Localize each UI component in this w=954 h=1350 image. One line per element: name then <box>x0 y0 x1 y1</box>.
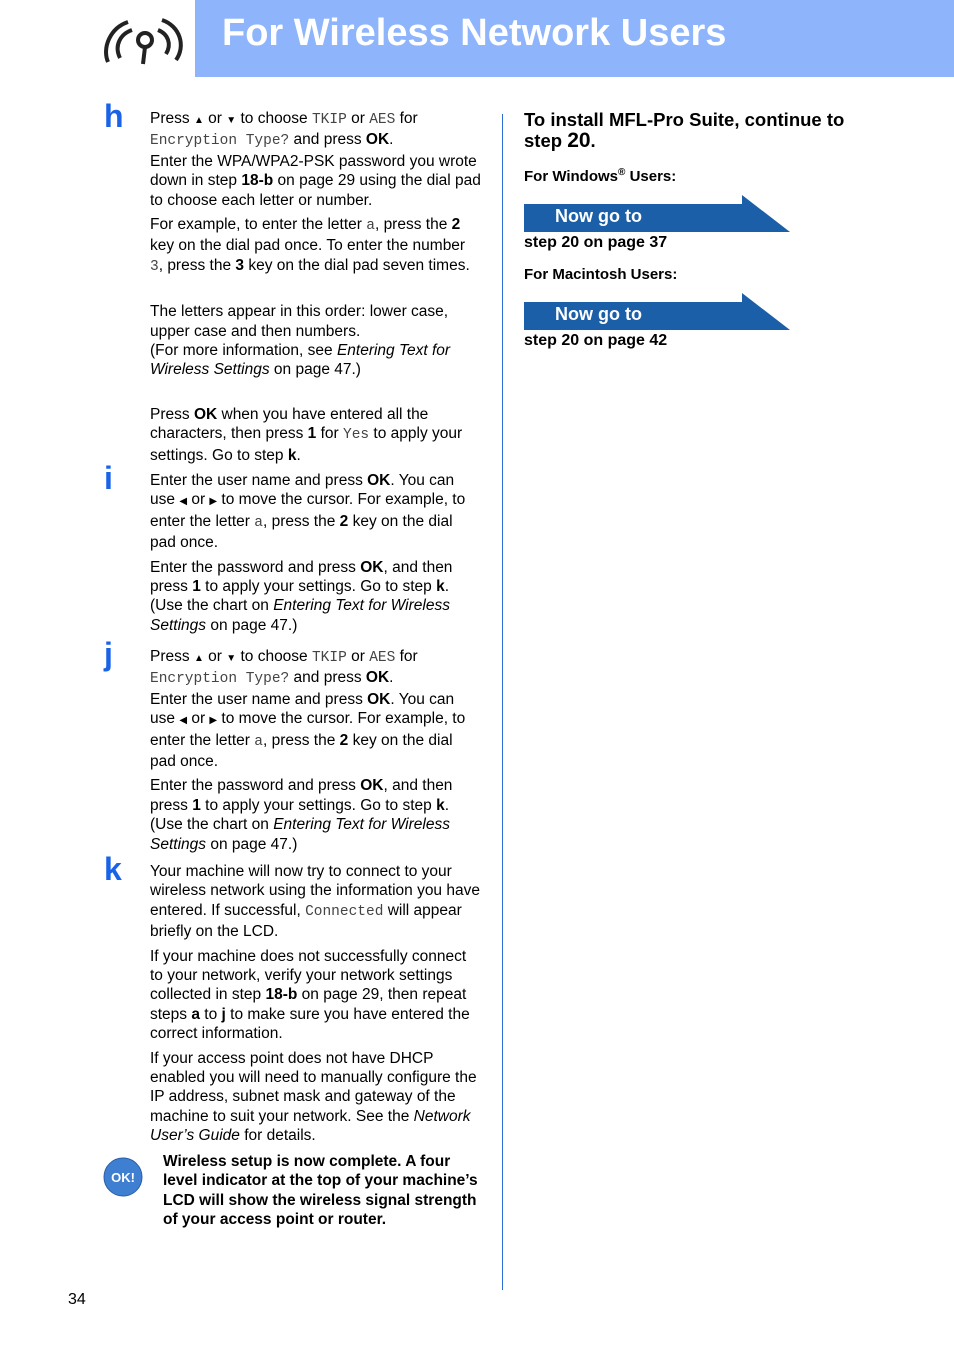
goto-label: Now go to <box>555 206 642 226</box>
page-title: For Wireless Network Users <box>222 12 727 54</box>
text: for <box>316 425 343 443</box>
text: For example, to enter the letter <box>150 216 367 234</box>
text: The letters appear in this order: lower case, upper case and then numbers. <box>150 303 449 340</box>
step-h-paragraph-1 <box>150 109 482 210</box>
text: , press the <box>158 256 236 274</box>
text: . You can use <box>150 690 455 728</box>
ok-key: OK <box>360 777 384 795</box>
ok-key: OK <box>365 669 390 687</box>
text: , and then press <box>150 558 453 596</box>
letter-a: a <box>366 218 375 235</box>
text: on page 47.) <box>206 616 298 634</box>
step-k-ref: k <box>287 446 297 464</box>
step-h-content <box>150 109 482 470</box>
install-heading <box>524 109 884 151</box>
step-j-paragraph-2 <box>150 776 482 854</box>
text: To install MFL-Pro Suite, continue to step <box>524 109 845 151</box>
text: to choose <box>236 648 312 665</box>
text: . <box>296 446 301 464</box>
tkip-option: TKIP <box>311 112 347 128</box>
ok-key: OK <box>193 405 218 423</box>
text: or <box>346 110 370 127</box>
step-letter-j: j <box>104 636 113 672</box>
yes-option: Yes <box>343 427 370 444</box>
text: or <box>346 648 370 665</box>
text: to move the cursor. For example, to enter the letter <box>150 491 466 530</box>
text: to <box>199 1005 222 1023</box>
connected-status: Connected <box>305 903 384 920</box>
text: . <box>389 131 394 149</box>
reference-link: Network User’s Guide <box>150 1107 471 1145</box>
left-arrow-icon: ◀ <box>179 715 188 727</box>
text: Press <box>150 405 194 423</box>
key-3: 3 <box>235 256 245 274</box>
text: , and then press <box>150 777 453 814</box>
mac-step-link: step 20 on page 42 <box>524 332 668 349</box>
text: Users: <box>625 168 677 185</box>
text: key on the dial pad once. <box>150 731 453 771</box>
text: . <box>389 669 394 687</box>
step-k-paragraph-1 <box>150 862 482 942</box>
text: key on the dial pad once. To enter the number <box>150 237 466 255</box>
step-k-ref: k <box>436 796 445 814</box>
text: for details. <box>239 1127 316 1145</box>
text: to apply your settings. Go to step <box>200 796 437 814</box>
mac-goto-banner <box>524 293 790 330</box>
text: , press the <box>262 512 340 530</box>
step-a-ref: a <box>191 1005 200 1023</box>
text: , press the <box>374 216 452 234</box>
key-1: 1 <box>192 578 201 596</box>
text: (For more information, see <box>150 342 337 360</box>
text: or <box>203 648 227 665</box>
text: If your access point does not have DHCP enabled you will need to manually configure the IP address, subnet mask and gateway of the machine to suit your network. See the <box>150 1049 477 1125</box>
text: key on the dial pad once. <box>150 512 453 552</box>
number-3: 3 <box>150 258 159 275</box>
key-2: 2 <box>339 731 349 749</box>
up-arrow-icon: ▲ <box>193 653 204 664</box>
step-i-paragraph-1 <box>150 471 482 553</box>
down-arrow-icon: ▼ <box>226 115 237 126</box>
text: Enter the password and press <box>150 777 361 795</box>
text: . <box>444 578 449 596</box>
key-2: 2 <box>451 216 461 234</box>
ok-key: OK <box>367 472 391 489</box>
step-h-paragraph-4 <box>150 405 482 465</box>
step-j-ref: j <box>221 1005 226 1023</box>
step-letter-k: k <box>104 851 122 887</box>
text: key on the dial pad seven times. <box>244 256 470 274</box>
step-k-ref: k <box>436 578 445 596</box>
text: on page 29 using the dial pad to choose each letter or number. <box>150 172 481 209</box>
windows-step-link: step 20 on page 37 <box>524 234 668 251</box>
text: . You can use <box>150 472 455 509</box>
up-arrow-icon: ▲ <box>193 115 204 126</box>
reference-link: Entering Text for Wireless Settings <box>150 342 451 379</box>
ok-badge-text: OK! <box>111 1170 135 1185</box>
tkip-option: TKIP <box>311 650 347 666</box>
step-ref: 18-b <box>265 986 298 1004</box>
text: (Use the chart on <box>150 597 274 615</box>
text: Enter the user name and press <box>150 472 368 489</box>
wireless-icon <box>100 10 188 70</box>
windows-users-label <box>524 167 676 185</box>
letter-a: a <box>254 514 263 531</box>
step-k-paragraph-3 <box>150 1049 482 1146</box>
text: on page 29, then repeat steps <box>150 986 467 1023</box>
windows-goto-banner <box>524 195 790 232</box>
text: . <box>444 796 449 814</box>
ok-key: OK <box>360 558 384 576</box>
ok-badge-icon <box>103 1157 143 1197</box>
step-k-paragraph-2 <box>150 947 482 1044</box>
right-arrow-icon: ▶ <box>209 715 218 727</box>
aes-option: AES <box>369 112 396 128</box>
step-i-content <box>150 471 482 640</box>
completion-note: Wireless setup is now complete. A four level indicator at the top of your machine’s LCD will show the wireless signal strength of your access point or router. <box>163 1153 478 1229</box>
key-1: 1 <box>307 425 317 443</box>
right-arrow-icon: ▶ <box>209 496 218 508</box>
step-k-content <box>150 862 482 1151</box>
text: for <box>395 648 418 665</box>
text: and press <box>289 669 366 687</box>
step-number: 20 <box>567 129 591 152</box>
encryption-type-prompt: Encryption Type? <box>150 671 290 688</box>
step-letter-i: i <box>104 460 113 496</box>
goto-label: Now go to <box>555 304 642 324</box>
left-arrow-icon: ◀ <box>179 496 188 508</box>
text: for <box>395 110 418 127</box>
step-ref: 18-b <box>241 172 274 190</box>
text: to apply your settings. Go to step <box>150 425 463 464</box>
ok-key: OK <box>367 690 391 708</box>
text: , press the <box>262 731 340 749</box>
text: Enter the WPA/WPA2-PSK password you wrote down in step <box>150 152 477 190</box>
aes-option: AES <box>369 650 396 666</box>
reference-link: Entering Text for Wireless Settings <box>150 816 450 853</box>
text: or <box>187 491 210 509</box>
text: Press <box>150 110 194 127</box>
text: If your machine does not successfully connect to your network, verify your network settings collected in step <box>150 947 467 1004</box>
text: and press <box>289 131 366 149</box>
text: to make sure you have entered the correct information. <box>150 1005 470 1043</box>
text: For Windows <box>524 168 619 185</box>
key-1: 1 <box>192 796 201 814</box>
text: . <box>590 130 596 151</box>
text: to apply your settings. Go to step <box>200 578 437 596</box>
text: (Use the chart on <box>150 816 274 834</box>
registered-mark: ® <box>618 167 626 178</box>
step-i-paragraph-2 <box>150 558 482 636</box>
step-j-paragraph-1 <box>150 647 482 771</box>
step-h-paragraph-3 <box>150 302 482 380</box>
page-number: 34 <box>68 1291 86 1308</box>
text: to choose <box>236 110 312 127</box>
text: Your machine will now try to connect to your wireless network using the information you have entered. If successful, <box>150 863 480 919</box>
column-divider <box>502 114 503 1290</box>
text: will appear briefly on the LCD. <box>150 901 462 941</box>
step-letter-h: h <box>104 98 124 134</box>
text: on page 47.) <box>269 361 361 379</box>
encryption-type-prompt: Encryption Type? <box>150 133 290 150</box>
step-h-paragraph-2 <box>150 215 482 277</box>
text: to move the cursor. For example, to enter the letter <box>150 710 466 749</box>
text: Enter the user name and press <box>150 690 368 708</box>
text: Enter the password and press <box>150 558 361 576</box>
text: when you have entered all the characters, then press <box>150 405 429 443</box>
down-arrow-icon: ▼ <box>226 653 237 664</box>
reference-link: Entering Text for Wireless Settings <box>150 597 450 634</box>
ok-key: OK <box>365 131 390 149</box>
step-j-content <box>150 647 482 859</box>
letter-a: a <box>254 733 263 750</box>
text: Press <box>150 648 194 665</box>
text: on page 47.) <box>206 835 298 853</box>
text: or <box>187 710 210 728</box>
key-2: 2 <box>339 512 349 530</box>
mac-users-label: For Macintosh Users: <box>524 266 678 283</box>
text: or <box>203 110 227 127</box>
